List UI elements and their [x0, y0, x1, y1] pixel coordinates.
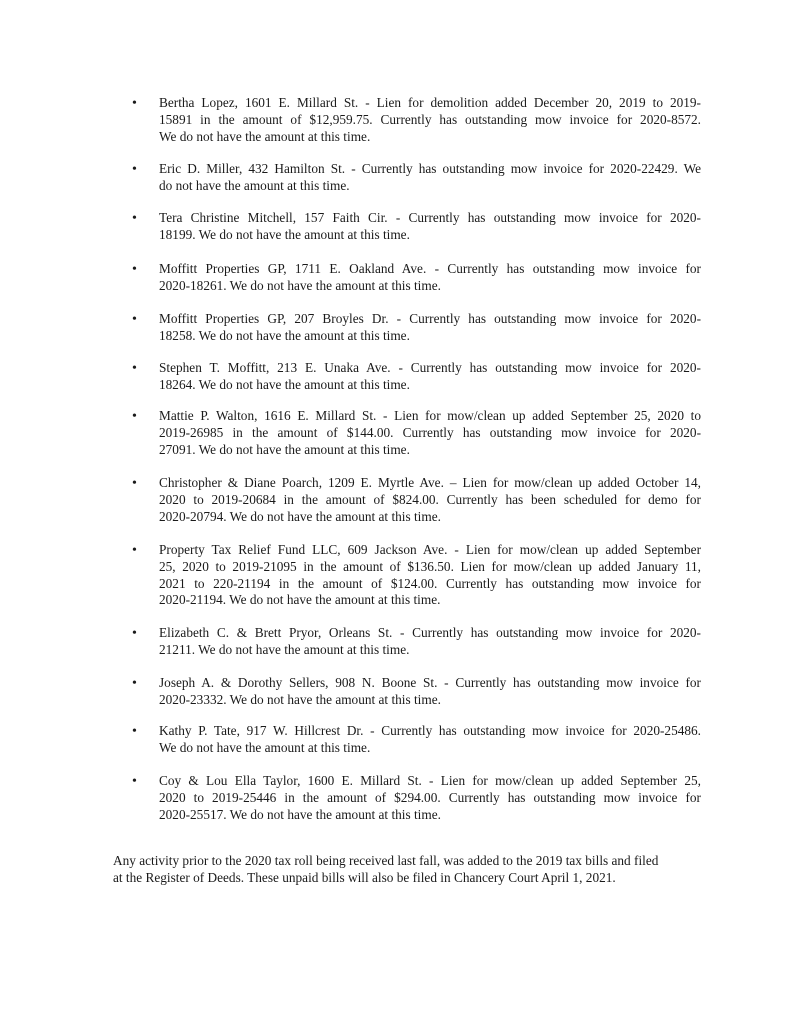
text-line: Any activity prior to the 2020 tax roll being received last fall, was added to the 2019 tax bills and filed — [113, 853, 659, 868]
text-line: 18264. We do not have the amount at this time. — [159, 376, 410, 392]
text-line: Mattie P. Walton, 1616 E. Millard St. - Lien for mow/clean up added September 25, 2020 to — [159, 408, 701, 423]
text-line: 2020-25517. We do not have the amount at this time. — [159, 806, 441, 822]
text-line: 2020-23332. We do not have the amount at this time. — [159, 691, 441, 707]
list-item — [132, 261, 701, 295]
list-item — [132, 542, 701, 609]
text-line: Stephen T. Moffitt, 213 E. Unaka Ave. - Currently has outstanding mow invoice for 2020- — [159, 360, 701, 375]
entry-text — [159, 625, 701, 659]
text-line: Christopher & Diane Poarch, 1209 E. Myrtle Ave. – Lien for mow/clean up added October 14, — [159, 475, 701, 490]
entry-text — [159, 261, 701, 295]
list-item — [132, 625, 701, 659]
entry-text — [159, 311, 701, 345]
entry-text — [159, 360, 701, 394]
text-line: 15891 in the amount of $12,959.75. Currently has outstanding mow invoice for 2020-8572. — [159, 111, 701, 127]
bullet-icon: • — [132, 312, 137, 327]
text-line: do not have the amount at this time. — [159, 177, 350, 193]
text-line: Tera Christine Mitchell, 157 Faith Cir. - Currently has outstanding mow invoice for 2020- — [159, 210, 701, 225]
text-line: We do not have the amount at this time. — [159, 739, 371, 755]
list-item — [132, 723, 701, 757]
entry-text — [159, 542, 701, 609]
bullet-icon: • — [132, 724, 137, 739]
entry-text — [159, 210, 701, 244]
entry-text — [159, 675, 701, 709]
entry-text — [159, 95, 701, 145]
text-line: Kathy P. Tate, 917 W. Hillcrest Dr. - Currently has outstanding mow invoice for 2020-25486. — [159, 723, 701, 738]
bullet-icon: • — [132, 96, 137, 111]
list-item — [132, 161, 701, 195]
bullet-icon: • — [132, 211, 137, 226]
text-line: 21211. We do not have the amount at this time. — [159, 641, 410, 657]
text-line: Moffitt Properties GP, 207 Broyles Dr. - Currently has outstanding mow invoice for 2020- — [159, 311, 701, 326]
text-line: 2020-21194. We do not have the amount at this time. — [159, 592, 441, 608]
text-line: 18258. We do not have the amount at this time. — [159, 327, 410, 343]
list-item — [132, 475, 701, 525]
text-line: We do not have the amount at this time. — [159, 128, 371, 144]
text-line: Elizabeth C. & Brett Pryor, Orleans St. - Currently has outstanding mow invoice for 2020- — [159, 625, 701, 640]
list-item — [132, 210, 701, 244]
text-line: Eric D. Miller, 432 Hamilton St. - Currently has outstanding mow invoice for 2020-22429. We — [159, 161, 701, 176]
list-item — [132, 408, 701, 458]
text-line: 2020-20794. We do not have the amount at this time. — [159, 508, 441, 524]
text-line: Bertha Lopez, 1601 E. Millard St. - Lien for demolition added December 20, 2019 to 2019- — [159, 95, 701, 110]
text-line: 27091. We do not have the amount at this time. — [159, 441, 410, 457]
bullet-icon: • — [132, 774, 137, 789]
list-item — [132, 311, 701, 345]
bullet-icon: • — [132, 476, 137, 491]
text-line: 25, 2020 to 2019-21095 in the amount of $136.50. Lien for mow/clean up added January 11, — [159, 558, 701, 574]
bullet-icon: • — [132, 361, 137, 376]
closing-paragraph — [113, 852, 703, 886]
text-line: 2020 to 2019-20684 in the amount of $824.00. Currently has been scheduled for demo for — [159, 491, 701, 507]
list-item — [132, 675, 701, 709]
text-line: 2021 to 220-21194 in the amount of $124.00. Currently has outstanding mow invoice for — [159, 575, 701, 591]
bullet-icon: • — [132, 262, 137, 277]
text-line: 2020-18261. We do not have the amount at this time. — [159, 277, 441, 293]
list-item — [132, 360, 701, 394]
entry-text — [159, 773, 701, 823]
bullet-icon: • — [132, 676, 137, 691]
list-item — [132, 95, 701, 145]
bullet-icon: • — [132, 626, 137, 641]
text-line: Coy & Lou Ella Taylor, 1600 E. Millard St. - Lien for mow/clean up added September 25, — [159, 773, 701, 788]
entry-text — [159, 475, 701, 525]
text-line: 2019-26985 in the amount of $144.00. Currently has outstanding mow invoice for 2020- — [159, 424, 701, 440]
bullet-icon: • — [132, 162, 137, 177]
text-line: 2020 to 2019-25446 in the amount of $294.00. Currently has outstanding mow invoice for — [159, 789, 701, 805]
text-line: Property Tax Relief Fund LLC, 609 Jackson Ave. - Lien for mow/clean up added September — [159, 542, 701, 557]
entry-text — [159, 723, 701, 757]
text-line: 18199. We do not have the amount at this time. — [159, 226, 410, 242]
text-line: at the Register of Deeds. These unpaid bills will also be filed in Chancery Court April 1, 2021. — [113, 870, 616, 885]
entry-text — [159, 408, 701, 458]
list-item — [132, 773, 701, 823]
text-line: Moffitt Properties GP, 1711 E. Oakland Ave. - Currently has outstanding mow invoice for — [159, 261, 701, 276]
text-line: Joseph A. & Dorothy Sellers, 908 N. Boone St. - Currently has outstanding mow invoice for — [159, 675, 701, 690]
bullet-icon: • — [132, 409, 137, 424]
entry-text — [159, 161, 701, 195]
bullet-icon: • — [132, 543, 137, 558]
